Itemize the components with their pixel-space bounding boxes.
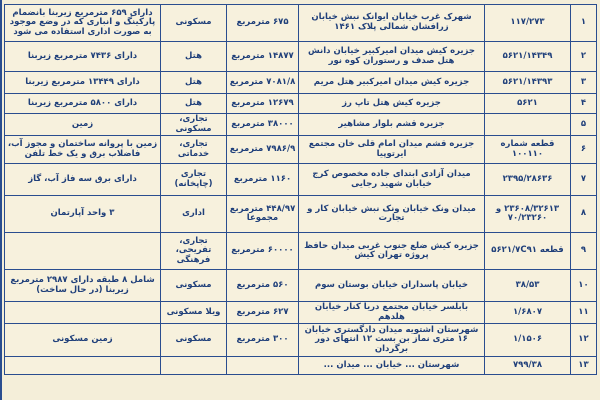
registration-plate: ۱۱۷/۲۷۳ [485,5,571,42]
property-address: جزیره کیش میدان امیرکبیر خیابان دانش هتل صدف و رستوران کوه نور [299,42,485,72]
table-row [5,196,597,233]
property-usage: ویلا مسکونی [161,302,227,324]
table-row [5,324,597,357]
property-address: جزیره قشم بلوار مشاهیر [299,114,485,136]
row-number: ۱۳ [571,357,597,375]
table-row [5,302,597,324]
property-area [227,357,299,375]
property-area: ۷۹۸۶/۹ مترمربع [227,136,299,164]
row-number: ۴ [571,94,597,114]
table-row [5,136,597,164]
property-usage: مسکونی [161,270,227,302]
property-description: زمین با پروانه ساختمان و مجوز آب، فاضلاب برق و یک خط تلفن [5,136,161,164]
row-number: ۵ [571,114,597,136]
property-description: دارای برق سه فاز آب، گاز [5,164,161,196]
property-area: ۶۲۷ مترمربع [227,302,299,324]
property-area: ۳۰۰ مترمربع [227,324,299,357]
row-number: ۱ [571,5,597,42]
registration-plate: ۱/۶۸۰۷ [485,302,571,324]
table-row [5,270,597,302]
property-usage: هتل [161,72,227,94]
registration-plate: قطعه ۵۶۲۱/۷C۹۱ [485,233,571,270]
property-description: ۳ واحد آپارتمان [5,196,161,233]
property-address: شهرستان اشتویه میدان دادگستری خیابان ۱۶ متری نماز بن بست ۱۲ انتهای دور برگردان [299,324,485,357]
table-row [5,233,597,270]
registration-plate: ۵۶۲۱/۱۴۳۹۳ [485,72,571,94]
table-row [5,94,597,114]
property-usage [161,357,227,375]
property-description: زمین [5,114,161,136]
registration-plate: ۵۶۲۱ [485,94,571,114]
table-row [5,42,597,72]
row-number: ۱۱ [571,302,597,324]
property-area: ۷۰۸۱/۸ مترمربع [227,72,299,94]
property-table [4,4,597,375]
property-address: میدان آزادی ابتدای جاده مخصوص کرج خیابان شهید رجایی [299,164,485,196]
property-description: دارای ۵۸۰۰ مترمربع زیربنا [5,94,161,114]
property-address: جزیره کیش هتل تاپ رز [299,94,485,114]
left-border-strip [0,0,2,400]
registration-plate: ۲۳۹۵/۲۸۶۳۶ [485,164,571,196]
registration-plate: ۱/۱۵۰۶ [485,324,571,357]
property-area: ۵۶۰ مترمربع [227,270,299,302]
property-address: جزیره قشم میدان امام قلی خان مجتمع ایرتوپیا [299,136,485,164]
registration-plate [485,114,571,136]
row-number: ۷ [571,164,597,196]
property-area: ۳۸۰۰۰ مترمربع [227,114,299,136]
property-usage: تجاری (چاپخانه) [161,164,227,196]
table-row [5,114,597,136]
registration-plate: ۵۶۲۱/۱۴۳۴۹ [485,42,571,72]
registration-plate: ۷۹۹/۳۸ [485,357,571,375]
property-address: جزیره کیش ضلع جنوب غربی میدان حافظ پروژه تهران کیش [299,233,485,270]
property-address: جزیره کیش میدان امیرکبیر هتل مریم [299,72,485,94]
row-number: ۱۰ [571,270,597,302]
row-number: ۸ [571,196,597,233]
property-address: شهرک غرب خیابان ایوانک نبش خیابان زرافشان شمالی پلاک ۱۴۶۱ [299,5,485,42]
property-description: دارای ۷۴۳۶ مترمربع زیربنا [5,42,161,72]
property-usage: هتل [161,42,227,72]
property-description: دارای ۱۳۴۴۹ مترمربع زیربنا [5,72,161,94]
row-number: ۶ [571,136,597,164]
property-area: ۴۴۸/۹۷ مترمربع مجموعا [227,196,299,233]
property-description [5,357,161,375]
row-number: ۲ [571,42,597,72]
property-address: شهرستان ... خیابان ... میدان ... [299,357,485,375]
property-area: ۱۱۶۰ مترمربع [227,164,299,196]
property-usage: تجاری، تفریحی، فرهنگی [161,233,227,270]
property-area: ۶۷۵ مترمربع [227,5,299,42]
property-usage: تجاری، مسکونی [161,114,227,136]
table-body [5,5,597,375]
registration-plate: قطعه شماره ۱۰۰۱۱۰ [485,136,571,164]
property-usage: اداری [161,196,227,233]
property-usage: مسکونی [161,5,227,42]
property-description [5,233,161,270]
row-number: ۳ [571,72,597,94]
property-area: ۱۴۸۷۷ مترمربع [227,42,299,72]
row-number: ۱۲ [571,324,597,357]
registration-plate: ۲۳۶۰۸/۳۲۶۱۳ و ۷۰/۲۳۲۶۰ [485,196,571,233]
property-description: زمین مسکونی [5,324,161,357]
property-address: میدان ونک خیابان ونک نبش خیابان کار و تجارت [299,196,485,233]
property-usage: مسکونی [161,324,227,357]
table-row [5,357,597,375]
table-row [5,5,597,42]
row-number: ۹ [571,233,597,270]
property-area: ۶۰۰۰۰ مترمربع [227,233,299,270]
registration-plate: ۳۸/۵۳ [485,270,571,302]
property-usage: تجاری، خدماتی [161,136,227,164]
table-row [5,72,597,94]
property-description: دارای ۶۵۹ مترمربع زیربنا بانضمام پارکینگ و انباری که در وضع موجود به صورت اداری استفاده می شود [5,5,161,42]
property-usage: هتل [161,94,227,114]
property-address: خیابان پاسداران خیابان بوستان سوم [299,270,485,302]
property-description [5,302,161,324]
property-address: بابلسر خیابان مجتمع دریا کنار خیابان هلدهم [299,302,485,324]
property-description: شامل ۸ طبقه دارای ۲۹۸۷ مترمربع زیربنا (در حال ساخت) [5,270,161,302]
property-area: ۱۲۶۷۹ مترمربع [227,94,299,114]
table-row [5,164,597,196]
